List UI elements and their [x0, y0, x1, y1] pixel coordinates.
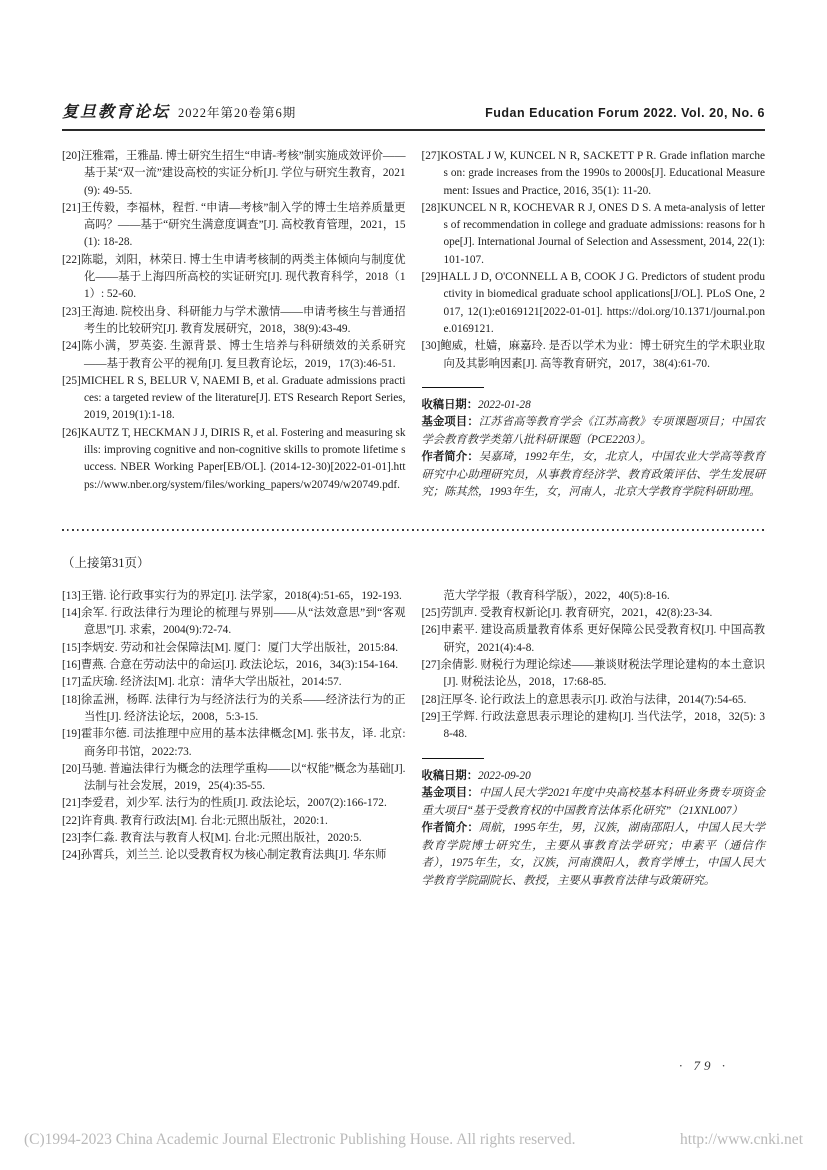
- journal-name-chinese: 复旦教育论坛: [62, 104, 171, 121]
- author-bio-line: [422, 449, 766, 502]
- top-right-column: [422, 148, 766, 502]
- bottom-article-meta: [422, 758, 766, 891]
- article-divider: [62, 528, 765, 531]
- received-date-label: 收稿日期：: [421, 398, 478, 411]
- reference-item: [24]孙霄兵，刘兰兰. 论以受教育权为核心制定教育法典[J]. 华东师: [62, 849, 387, 862]
- author-bio-value: 周航，1995年生，男，汉族，湖南邵阳人，中国人民大学教育学院博士研究生，主要从事教育法学研究；申素平（通信作者），1975年生，女，汉族，河南濮阳人，教育学博士，中国人民大学教育学院副院长、教授，主要从事教育法律与政策研究。: [421, 822, 765, 887]
- reference-item: [27]余倩影. 财税行为理论综述——兼谈财税法学理论建构的本土意识[J]. 财税法论丛，2018，17:68-85.: [421, 659, 765, 689]
- footer-copyright: (C)1994-2023 China Academic Journal Electronic Publishing House. All rights reserved.: [24, 1131, 576, 1148]
- author-bio-value: 吴嘉琦，1992年生，女，北京人，中国农业大学高等教育研究中心助理研究员，从事教育经济学、教育政策评估、学生发展研究；陈其然，1993年生，女，河南人，北京大学教育学院科研助理。: [421, 451, 765, 499]
- fund-project-line: [422, 785, 766, 820]
- reference-item: [30]鲍威，杜嫱，麻嘉玲. 是否以学术为业：博士研究生的学术职业取向及其影响因素[J]. 高等教育研究，2017，38(4):61-70.: [421, 340, 765, 370]
- reference-item: [20]汪雅霜，王雅晶. 博士研究生招生“申请-考核”制实施成效评价——基于某“双一流”建设高校的实证分析[J]. 学位与研究生教育，2021(9): 49-55.: [62, 150, 406, 197]
- reference-item: [27]KOSTAL J W, KUNCEL N R, SACKETT P R. Grade inflation marches on: grade increases from the 1990s to 2000s[J]. Educational Measurement: Issues and Practice, 2016, 35(1): 11-20.: [421, 150, 765, 197]
- author-bio-label: 作者简介：: [421, 822, 479, 835]
- page-number: · 79 ·: [679, 1058, 729, 1073]
- reference-item: [29]王学辉. 行政法意思表示理论的建构[J]. 当代法学，2018，32(5): 38-48.: [421, 710, 765, 741]
- reference-item: [23]李仁淼. 教育法与教育人权[M]. 台北:元照出版社，2020:5.: [62, 832, 362, 845]
- reference-item: [16]曹燕. 合意在劳动法中的命运[J]. 政法论坛，2016，34(3):154-164.: [62, 659, 399, 672]
- reference-item: [22]许育典. 教育行政法[M]. 台北:元照出版社，2020:1.: [62, 814, 328, 827]
- reference-item: [28]KUNCEL N R, KOCHEVAR R J, ONES D S. A meta-analysis of letters of recommendation in college and graduate admissions: reasons for hope[J]. International Journal of Selection and Assessment, 2014, 22(1): 101-107.: [421, 201, 765, 266]
- reference-item: [15]李炳安. 劳动和社会保障法[M]. 厦门：厦门大学出版社，2015:84.: [62, 641, 399, 654]
- reference-item: [26]KAUTZ T, HECKMAN J J, DIRIS R, et al. Fostering and measuring skills: improving cognitive and non-cognitive skills to promote lifetime success. NBER Working Paper[EB/OL]. (2014-12-30)[2022-01-01].https://www.nber.org/system/files/working_papers/w20749/w20749.pdf.: [62, 426, 406, 491]
- reference-item: [21]李爱君，刘少军. 法行为的性质[J]. 政法论坛，2007(2):166-172.: [62, 797, 387, 810]
- fund-project-value: 中国人民大学2021年度中央高校基本科研业务费专项资金重大项目“基于受教育权的中国教育法体系化研究”（21XNL007）: [421, 787, 765, 817]
- reference-item: [26]申素平. 建设高质量教育体系 更好保障公民受教育权[J]. 中国高教研究，2021(4):4-8.: [421, 624, 765, 654]
- meta-separator-rule: [422, 758, 484, 759]
- meta-separator-rule: [422, 387, 484, 388]
- header-rule: [62, 129, 765, 131]
- reference-item: [19]霍菲尔德. 司法推理中应用的基本法律概念[M]. 张书友，译. 北京:商务印书馆，2022:73.: [62, 728, 406, 758]
- reference-item: [25]劳凯声. 受教育权新论[J]. 教育研究，2021，42(8):23-34.: [421, 607, 713, 620]
- received-date-line: [422, 397, 766, 415]
- top-article-section: [62, 148, 765, 502]
- reference-item: 范大学学报（教育科学版），2022，40(5):8-16.: [443, 589, 670, 602]
- top-article-meta: [422, 387, 766, 502]
- reference-item: [20]马驰. 普遍法律行为概念的法理学重构——以“权能”概念为基础[J]. 法制与社会发展，2019，25(4):35-55.: [62, 762, 406, 793]
- issue-info: 2022年第20卷第6期: [178, 106, 297, 120]
- received-date-value: 2022-01-28: [478, 398, 531, 411]
- reference-item: [24]陈小满，罗英姿. 生源背景、博士生培养与科研绩效的关系研究——基于教育公平的视角[J]. 复旦教育论坛，2019，17(3):46-51.: [62, 340, 406, 370]
- page-footer: [24, 1131, 803, 1149]
- received-date-label: 收稿日期：: [421, 769, 478, 782]
- received-date-line: [422, 768, 766, 786]
- bottom-right-column: [422, 588, 766, 890]
- reference-item: [28]汪厚冬. 论行政法上的意思表示[J]. 政治与法律，2014(7):54-65.: [421, 693, 747, 706]
- bottom-left-column: [62, 588, 406, 890]
- bottom-article-section: [62, 588, 765, 890]
- fund-project-label: 基金项目：: [421, 416, 479, 429]
- reference-item: [17]孟庆瑜. 经济法[M]. 北京：清华大学出版社，2014:57.: [62, 676, 342, 689]
- author-bio-label: 作者简介：: [421, 451, 479, 464]
- reference-item: [18]徐孟洲，杨晖. 法律行为与经济法行为的关系——经济法行为的正当性[J]. 经济法论坛，2008，5:3-15.: [62, 693, 406, 723]
- reference-item: [13]王锴. 论行政事实行为的界定[J]. 法学家，2018(4):51-65，192-193.: [62, 589, 402, 602]
- fund-project-label: 基金项目：: [421, 787, 479, 800]
- reference-item: [23]王海迪. 院校出身、科研能力与学术激情——申请考核生与普通招考生的比较研究[J]. 教育发展研究，2018，38(9):43-49.: [62, 305, 406, 335]
- top-right-references: [422, 148, 766, 373]
- received-date-value: 2022-09-20: [478, 769, 531, 782]
- fund-project-line: [422, 414, 766, 449]
- bottom-right-references: [422, 588, 766, 744]
- continuation-note: （上接第31页）: [62, 555, 150, 570]
- author-bio-line: [422, 820, 766, 890]
- reference-item: [14]余军. 行政法律行为理论的梳理与界别——从“法效意思”到“客观意思”[J]. 求索，2004(9):72-74.: [62, 607, 406, 637]
- fund-project-value: 江苏省高等教育学会《江苏高教》专项课题项目；中国农学会教育教学类第八批科研课题（PCE2203）。: [421, 416, 765, 446]
- top-left-column: [62, 148, 406, 502]
- page-header: [62, 0, 765, 122]
- journal-title-cn: [62, 99, 296, 122]
- footer-url: http://www.cnki.net: [680, 1131, 803, 1148]
- reference-item: [21]王传毅，李福林，程哲. “申请—考核”制入学的博士生培养质量更高吗？——基于“研究生满意度调查”[J]. 高校教育管理，2021，15(1): 18-28.: [62, 201, 406, 249]
- reference-item: [22]陈聪，刘阳，林荣日. 博士生申请考核制的两类主体倾向与制度优化——基于上海四所高校的实证研究[J]. 现代教育科学，2018（11）: 52-60.: [62, 253, 406, 301]
- reference-item: [25]MICHEL R S, BELUR V, NAEMI B, et al. Graduate admissions practices: a targeted review of the literature[J]. ETS Research Report Series, 2019, 2019(1):1-18.: [62, 374, 406, 422]
- journal-name-english: Fudan Education Forum 2022. Vol. 20, No. 6: [485, 106, 765, 120]
- reference-item: [29]HALL J D, O'CONNELL A B, COOK J G. Predictors of student productivity in biomedical graduate school applications[J/OL]. PLoS One, 2017, 12(1):e0169121[2022-01-01]. https://doi.org/10.1371/journal.pone.0169121.: [421, 271, 765, 335]
